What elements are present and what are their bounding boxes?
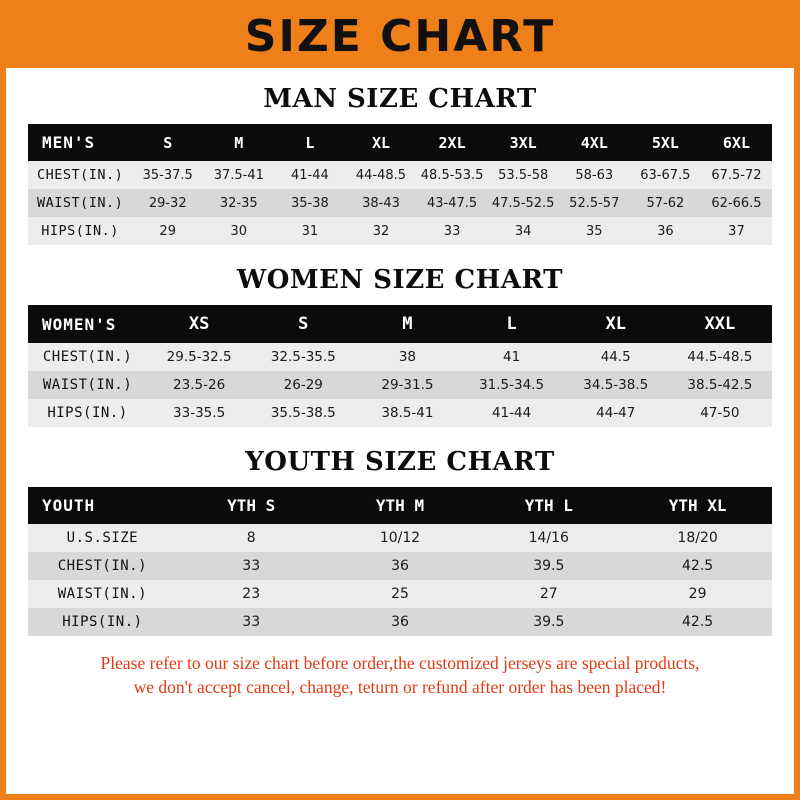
table-cell: 52.5-57 bbox=[559, 189, 630, 217]
man-table-header-row bbox=[28, 124, 772, 161]
man-header-cell: M bbox=[234, 133, 244, 152]
youth-header-cell: YTH S bbox=[227, 496, 276, 515]
table-cell: 41 bbox=[460, 343, 564, 371]
table-row bbox=[28, 371, 772, 399]
table-cell: 8 bbox=[177, 524, 326, 552]
table-row bbox=[28, 161, 772, 189]
table-cell: 42.5 bbox=[623, 608, 772, 636]
table-cell: 43-47.5 bbox=[417, 189, 488, 217]
table-cell: 31.5-34.5 bbox=[460, 371, 564, 399]
man-size-table bbox=[28, 124, 772, 245]
table-row bbox=[28, 524, 772, 552]
table-cell: 47.5-52.5 bbox=[488, 189, 559, 217]
table-cell: 58-63 bbox=[559, 161, 630, 189]
page-title: SIZE CHART bbox=[244, 11, 556, 62]
disclaimer-line-2: we don't accept cancel, change, teturn or refund after order has been placed! bbox=[133, 676, 667, 697]
row-label: WAIST(IN.) bbox=[28, 371, 147, 399]
header-band bbox=[6, 6, 794, 68]
row-label: CHEST(IN.) bbox=[28, 343, 147, 371]
table-row bbox=[28, 217, 772, 245]
row-label: CHEST(IN.) bbox=[28, 161, 132, 189]
man-header-cell: S bbox=[163, 133, 173, 152]
table-cell: 44.5 bbox=[564, 343, 668, 371]
table-cell: 36 bbox=[326, 608, 475, 636]
youth-header-cell: YTH L bbox=[524, 496, 573, 515]
table-cell: 44-48.5 bbox=[345, 161, 416, 189]
row-label: U.S.SIZE bbox=[28, 524, 177, 552]
table-cell: 36 bbox=[630, 217, 701, 245]
table-row bbox=[28, 399, 772, 427]
table-cell: 14/16 bbox=[474, 524, 623, 552]
table-cell: 63-67.5 bbox=[630, 161, 701, 189]
table-cell: 33 bbox=[417, 217, 488, 245]
table-cell: 57-62 bbox=[630, 189, 701, 217]
table-cell: 53.5-58 bbox=[488, 161, 559, 189]
table-cell: 25 bbox=[326, 580, 475, 608]
women-size-table bbox=[28, 305, 772, 427]
table-cell: 39.5 bbox=[474, 608, 623, 636]
table-cell: 31 bbox=[274, 217, 345, 245]
women-header-cell: L bbox=[506, 314, 517, 334]
table-cell: 38.5-42.5 bbox=[668, 371, 772, 399]
table-cell: 30 bbox=[203, 217, 274, 245]
table-cell: 44-47 bbox=[564, 399, 668, 427]
table-row bbox=[28, 580, 772, 608]
table-cell: 41-44 bbox=[460, 399, 564, 427]
table-cell: 35.5-38.5 bbox=[251, 399, 355, 427]
table-cell: 33 bbox=[177, 552, 326, 580]
table-cell: 37 bbox=[701, 217, 772, 245]
table-row bbox=[28, 608, 772, 636]
women-table-header-row bbox=[28, 305, 772, 343]
table-cell: 39.5 bbox=[474, 552, 623, 580]
man-header-cell: L bbox=[305, 133, 315, 152]
man-header-cell: XL bbox=[371, 133, 391, 152]
table-cell: 35-38 bbox=[274, 189, 345, 217]
youth-header-cell: YTH M bbox=[375, 496, 425, 515]
man-header-cell: 3XL bbox=[509, 133, 537, 152]
disclaimer-line-1: Please refer to our size chart before order,the customized jerseys are special products, bbox=[100, 653, 700, 673]
table-cell: 34.5-38.5 bbox=[564, 371, 668, 399]
women-header-cell: M bbox=[402, 314, 413, 334]
row-label: HIPS(IN.) bbox=[28, 608, 177, 636]
table-cell: 29 bbox=[623, 580, 772, 608]
table-cell: 38 bbox=[355, 343, 459, 371]
table-cell: 29.5-32.5 bbox=[147, 343, 251, 371]
table-cell: 38.5-41 bbox=[355, 399, 459, 427]
table-cell: 23.5-26 bbox=[147, 371, 251, 399]
table-cell: 44.5-48.5 bbox=[668, 343, 772, 371]
table-cell: 35-37.5 bbox=[132, 161, 203, 189]
table-cell: 26-29 bbox=[251, 371, 355, 399]
man-header-cell: 2XL bbox=[438, 133, 466, 152]
table-cell: 47-50 bbox=[668, 399, 772, 427]
table-cell: 27 bbox=[474, 580, 623, 608]
youth-section-title: YOUTH SIZE CHART bbox=[245, 447, 555, 477]
table-cell: 42.5 bbox=[623, 552, 772, 580]
table-cell: 18/20 bbox=[623, 524, 772, 552]
women-section-title: WOMEN SIZE CHART bbox=[237, 265, 563, 295]
row-label: CHEST(IN.) bbox=[28, 552, 177, 580]
table-cell: 32-35 bbox=[203, 189, 274, 217]
table-cell: 62-66.5 bbox=[701, 189, 772, 217]
table-cell: 23 bbox=[177, 580, 326, 608]
table-row bbox=[28, 343, 772, 371]
row-label: HIPS(IN.) bbox=[28, 217, 132, 245]
man-header-cell: 5XL bbox=[651, 133, 679, 152]
table-row bbox=[28, 552, 772, 580]
women-header-cell: XXL bbox=[704, 314, 736, 334]
women-header-cell: XS bbox=[188, 314, 210, 334]
table-row bbox=[28, 189, 772, 217]
man-header-cell: 4XL bbox=[580, 133, 608, 152]
row-label: WAIST(IN.) bbox=[28, 580, 177, 608]
man-section-title: MAN SIZE CHART bbox=[263, 84, 537, 114]
youth-header-cell: YTH XL bbox=[668, 496, 727, 515]
women-header-cell: WOMEN'S bbox=[42, 314, 117, 334]
disclaimer-note bbox=[28, 652, 772, 699]
row-label: HIPS(IN.) bbox=[28, 399, 147, 427]
man-header-cell: 6XL bbox=[722, 133, 750, 152]
table-cell: 32 bbox=[345, 217, 416, 245]
table-cell: 33-35.5 bbox=[147, 399, 251, 427]
table-cell: 29 bbox=[132, 217, 203, 245]
man-header-cell: MEN'S bbox=[42, 133, 96, 152]
table-cell: 35 bbox=[559, 217, 630, 245]
youth-size-table bbox=[28, 487, 772, 636]
table-cell: 29-31.5 bbox=[355, 371, 459, 399]
row-label: WAIST(IN.) bbox=[28, 189, 132, 217]
youth-header-cell: YOUTH bbox=[42, 496, 96, 515]
table-cell: 10/12 bbox=[326, 524, 475, 552]
table-cell: 34 bbox=[488, 217, 559, 245]
table-cell: 36 bbox=[326, 552, 475, 580]
table-cell: 37.5-41 bbox=[203, 161, 274, 189]
table-cell: 29-32 bbox=[132, 189, 203, 217]
table-cell: 33 bbox=[177, 608, 326, 636]
women-header-cell: XL bbox=[605, 314, 626, 334]
table-cell: 48.5-53.5 bbox=[417, 161, 488, 189]
table-cell: 67.5-72 bbox=[701, 161, 772, 189]
women-header-cell: S bbox=[298, 314, 309, 334]
table-cell: 38-43 bbox=[345, 189, 416, 217]
table-cell: 32.5-35.5 bbox=[251, 343, 355, 371]
youth-table-header-row bbox=[28, 487, 772, 524]
table-cell: 41-44 bbox=[274, 161, 345, 189]
content-area bbox=[6, 84, 794, 699]
